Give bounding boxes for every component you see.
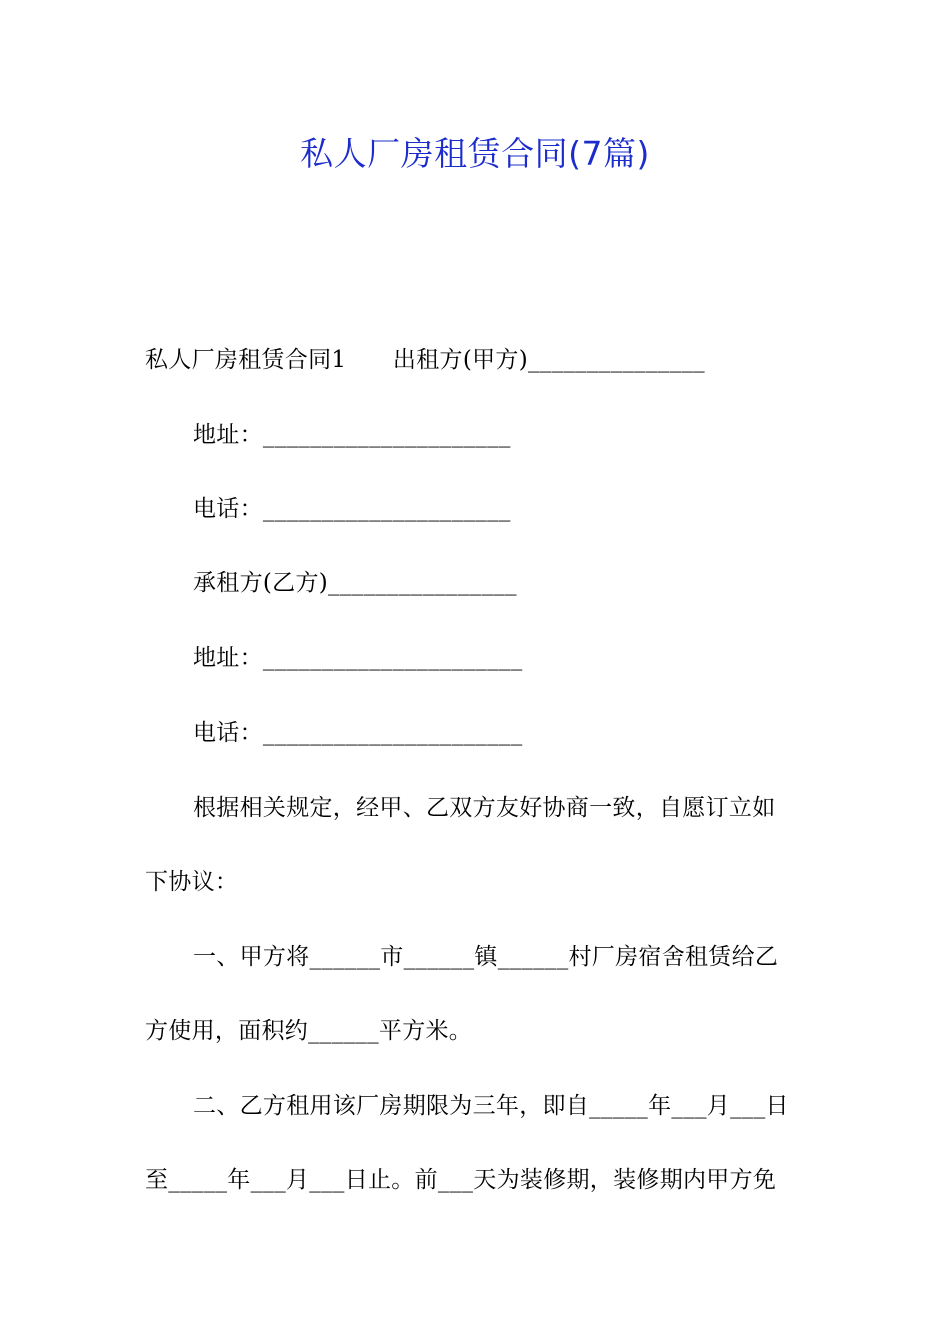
- lessee-address-field: 地址：______________________: [193, 645, 523, 671]
- document-title: 私人厂房租赁合同(7篇): [300, 134, 650, 173]
- clause-1-line-1: 一、甲方将______市______镇______村厂房宿舍租赁给乙: [193, 944, 779, 970]
- lessor-phone-field: 电话：_____________________: [193, 496, 511, 522]
- lessor-address-field: 地址：_____________________: [193, 422, 511, 448]
- preamble-paragraph-line-1: 根据相关规定，经甲、乙双方友好协商一致，自愿订立如: [193, 795, 776, 821]
- clause-1-line-2: 方使用，面积约______平方米。: [145, 1018, 473, 1044]
- lessee-phone-field: 电话：______________________: [193, 720, 523, 746]
- clause-2-line-2: 至_____年___月___日止。前___天为装修期，装修期内甲方免: [145, 1167, 777, 1193]
- preamble-paragraph-line-2: 下协议：: [145, 869, 239, 895]
- contract-heading-lessor-line: 私人厂房租赁合同1 出租方(甲方)_______________: [145, 347, 705, 373]
- clause-2-line-1: 二、乙方租用该厂房期限为三年，即自_____年___月___日: [193, 1093, 789, 1119]
- lessee-field: 承租方(乙方)________________: [193, 570, 517, 596]
